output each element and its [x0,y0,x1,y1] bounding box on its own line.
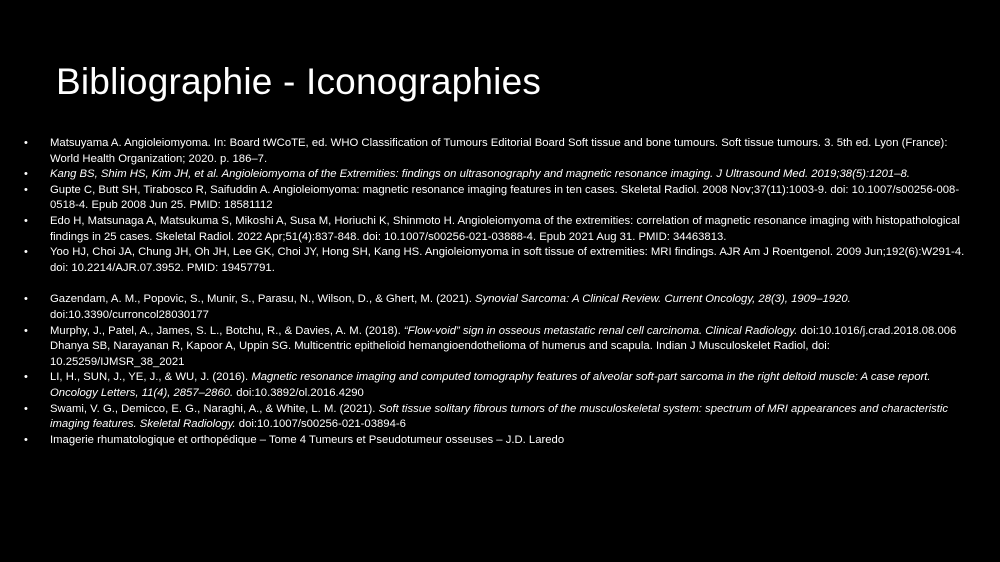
reference-segment: doi:10.3390/curroncol28030177 [50,308,209,321]
reference-segment: Murphy, J., Patel, A., James, S. L., Botchu, R., & Davies, A. M. (2018). [50,324,404,337]
slide-title: Bibliographie - Iconographies [56,61,542,102]
reference-text [50,434,564,446]
reference-item [22,136,967,167]
bullet-icon: • [24,433,28,446]
reference-item [22,339,967,370]
reference-text [50,340,830,368]
bullet-icon: • [24,246,28,259]
bullet-icon: • [24,214,28,227]
reference-item [22,402,967,433]
reference-text [50,246,964,274]
reference-segment: doi:10.3892/ol.2016.4290 [233,386,364,399]
reference-item [22,167,967,183]
reference-text [50,403,948,431]
bullet-icon: • [24,183,28,196]
reference-italic-segment: “Flow-void” sign in osseous metastatic renal cell carcinoma. Clinical Radiology. [403,324,798,337]
reference-item [22,324,967,340]
bullet-icon: • [24,371,28,384]
bullet-icon: • [24,402,28,415]
spacer [22,276,967,292]
reference-item [22,370,967,401]
reference-segment: Gazendam, A. M., Popovic, S., Munir, S., Parasu, N., Wilson, D., & Ghert, M. (2021). [50,293,476,306]
reference-segment: Swami, V. G., Demicco, E. G., Naraghi, A., & White, L. M. (2021). [50,402,379,415]
reference-italic-segment: Soft tissue solitary fibrous tumors of the musculoskeletal system: spectrum of MRI appearances and characteristic imaging features. Skeletal Radiology. [50,402,949,431]
bullet-icon: • [24,324,28,337]
reference-segment: Matsuyama A. Angioleiomyoma. In: Board tWCoTE, ed. WHO Classification of Tumours Editorial Board Soft tissue and bone tumours. Soft tissue tumours. 3. 5th ed. Lyon (France): World Health Organization; 2020. p. 186–7. [50,137,948,165]
reference-item [22,433,967,449]
bullet-icon: • [24,168,28,181]
reference-segment: Imagerie rhumatologique et orthopédique – Tome 4 Tumeurs et Pseudotumeur osseuses – J.D. Laredo [50,433,565,446]
reference-italic-segment: Magnetic resonance imaging and computed tomography features of alveolar soft-part sarcoma in the right deltoid muscle: A case report. Oncology Letters, 11(4), 2857–2860. [50,371,931,399]
reference-item [22,214,967,245]
reference-text [50,184,959,212]
reference-italic-segment: Kang BS, Shim HS, Kim JH, et al. Angioleiomyoma of the Extremities: findings on ultrasonography and magnetic resonance imaging. J Ultrasound Med. 2019;38(5):1201–8. [50,168,910,181]
reference-item [22,292,967,323]
reference-segment: Edo H, Matsunaga A, Matsukuma S, Mikoshi A, Susa M, Horiuchi K, Shinmoto H. Angioleiomyoma of the extremities: correlation of magnetic resonance imaging with histopathological findings in 25 cases. Skeletal Radiol. 2022 Apr;51(4):837-848. doi: 10.1007/s00256-021-03888-4. Epub 2021 Aug 31. PMID: 34463813. [50,214,960,243]
reference-italic-segment: Synovial Sarcoma: A Clinical Review. Current Oncology, 28(3), 1909–1920. [475,293,851,306]
reference-text [50,371,931,399]
reference-text [50,293,851,321]
reference-segment: Yoo HJ, Choi JA, Chung JH, Oh JH, Lee GK, Choi JY, Hong SH, Kang HS. Angioleiomyoma in soft tissue of extremities: MRI findings. AJR Am J Roentgenol. 2009 Jun;192(6):W291-4. doi: 10.2214/AJR.07.3952. PMID: 19457791. [50,246,965,274]
reference-text [50,215,960,243]
reference-text [50,137,947,165]
bullet-icon: • [24,293,28,306]
reference-segment: LI, H., SUN, J., YE, J., & WU, J. (2016). [50,371,252,384]
reference-text [50,168,910,180]
reference-segment: Dhanya SB, Narayanan R, Kapoor A, Uppin SG. Multicentric epithelioid hemangioendothelioma of humerus and scapula. Indian J Musculoskelet Radiol, doi: 10.25259/IJMSR_38_2021 [50,340,830,368]
reference-segment: doi:10.1007/s00256-021-03894-6 [235,418,406,431]
reference-segment: doi:10.1016/j.crad.2018.08.006 [797,324,957,337]
reference-list [22,136,967,448]
bullet-icon: • [24,137,28,149]
reference-text [50,325,956,337]
reference-segment: Gupte C, Butt SH, Tirabosco R, Saifuddin A. Angioleiomyoma: magnetic resonance imaging features in ten cases. Skeletal Radiol. 2008 Nov;37(11):1003-9. doi: 10.1007/s00256-008-0518-4. Epub 2008 Jun 25. PMID: 18581112 [50,183,960,212]
reference-item [22,245,967,276]
reference-item [22,183,967,214]
